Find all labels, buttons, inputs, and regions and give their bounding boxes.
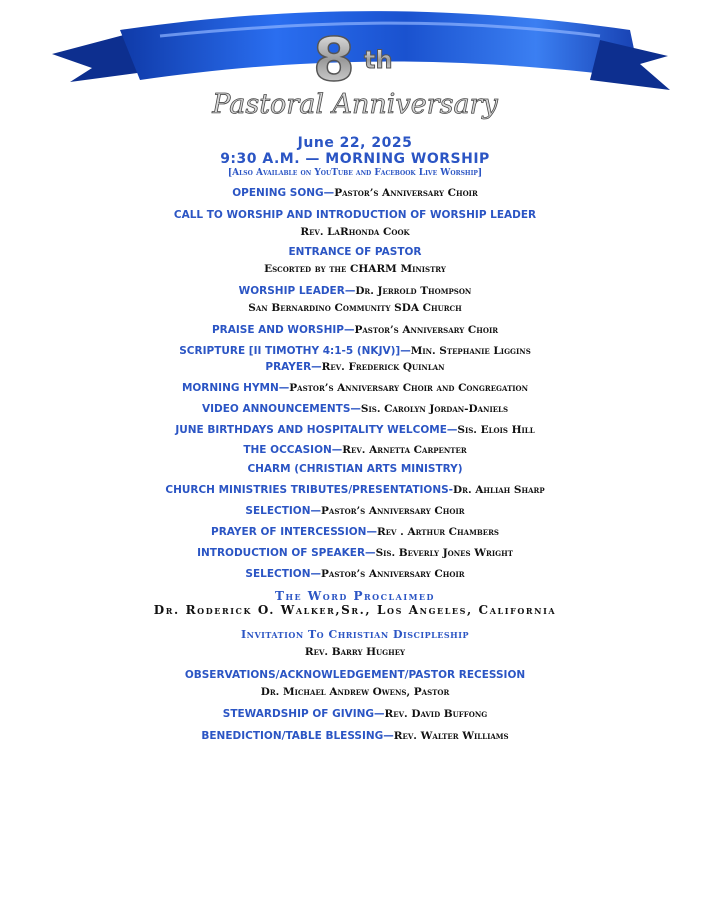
closing-label: OBSERVATIONS/ACKNOWLEDGEMENT/PASTOR RECESSION xyxy=(184,669,526,681)
program-label: SELECTION— xyxy=(245,568,321,580)
program-item xyxy=(0,484,710,497)
program-label: CHARM (CHRISTIAN ARTS MINISTRY) xyxy=(247,463,463,475)
program-line xyxy=(0,324,710,337)
closing-line xyxy=(0,708,710,721)
service-date: June 22, 2025 xyxy=(297,135,413,151)
program-detail: Pastor’s Anniversary Choir xyxy=(354,324,499,336)
program-label: THE OCCASION— xyxy=(243,444,343,456)
program-label: ENTRANCE OF PASTOR xyxy=(288,246,422,258)
program-label: INTRODUCTION OF SPEAKER— xyxy=(197,547,376,559)
program-line xyxy=(0,526,710,539)
program-line xyxy=(0,424,710,437)
program-detail: Min. Stephanie Liggins xyxy=(410,345,531,357)
ribbon-right-tail xyxy=(590,40,670,90)
program-line xyxy=(0,209,710,222)
program-label: PRAISE AND WORSHIP— xyxy=(211,324,355,336)
program-item xyxy=(0,324,710,337)
program-line xyxy=(0,403,710,416)
closing-label: BENEDICTION/TABLE BLESSING— xyxy=(201,730,394,742)
program-detail: Rev. Frederick Quinlan xyxy=(321,361,445,373)
program-item xyxy=(0,547,710,560)
closing-sub: Dr. Michael Andrew Owens, Pastor xyxy=(260,686,450,698)
program-line xyxy=(0,187,710,200)
program-item xyxy=(0,505,710,518)
closing-item xyxy=(0,708,710,721)
program-item xyxy=(0,424,710,437)
closing-item xyxy=(0,730,710,743)
service-time: 9:30 A.M. — MORNING WORSHIP xyxy=(220,151,490,167)
program-label: WORSHIP LEADER— xyxy=(238,285,356,297)
program-item xyxy=(0,403,710,416)
program-detail: Dr. Ahliah Sharp xyxy=(453,484,545,496)
program-detail: Pastor’s Anniversary Choir xyxy=(334,187,478,199)
program-detail: Sis. Beverly Jones Wright xyxy=(375,547,513,559)
anniversary-banner xyxy=(0,0,710,130)
closing-label: STEWARDSHIP OF GIVING— xyxy=(222,708,385,720)
program-sub: San Bernardino Community SDA Church xyxy=(248,302,462,314)
program-label: SCRIPTURE [II TIMOTHY 4:1-5 (NKJV)]— xyxy=(179,345,411,357)
program-sub: Rev. LaRhonda Cook xyxy=(300,226,410,238)
program-line xyxy=(0,285,710,298)
program-line xyxy=(0,463,710,476)
program-label: JUNE BIRTHDAYS AND HOSPITALITY WELCOME— xyxy=(175,424,458,436)
program-label: OPENING SONG— xyxy=(232,187,335,199)
program-label: PRAYER— xyxy=(265,361,322,373)
closing-line xyxy=(0,669,710,682)
program-label: CALL TO WORSHIP AND INTRODUCTION OF WORSHIP LEADER xyxy=(173,209,537,221)
closing-items xyxy=(0,669,710,743)
closing-item xyxy=(0,669,710,699)
program-line xyxy=(0,547,710,560)
invitation-leader: Rev. Barry Hughey xyxy=(304,646,406,658)
program-label: MORNING HYMN— xyxy=(181,382,290,394)
program-line xyxy=(0,444,710,457)
program-detail: Pastor’s Anniversary Choir xyxy=(321,568,465,580)
program-item xyxy=(0,246,710,276)
program-item xyxy=(0,526,710,539)
closing-detail: Rev. David Buffong xyxy=(384,708,488,720)
program-label: VIDEO ANNOUNCEMENTS— xyxy=(201,403,361,415)
program-detail: Sis. Elois Hill xyxy=(457,424,535,436)
availability-note: [Also Available on YouTube and Facebook Live Worship] xyxy=(227,168,483,178)
program-item xyxy=(0,361,710,374)
program-detail: Pastor’s Anniversary Choir xyxy=(321,505,465,517)
closing-detail: Rev. Walter Williams xyxy=(393,730,509,742)
anniversary-number: 8 xyxy=(313,25,355,95)
program-item xyxy=(0,209,710,239)
program-item xyxy=(0,345,710,358)
banner-title: Pastoral Anniversary xyxy=(212,89,498,120)
word-proclaimed-title: The Word Proclaimed xyxy=(275,589,435,603)
program-label: SELECTION— xyxy=(245,505,321,517)
program-item xyxy=(0,463,710,476)
anniversary-suffix: th xyxy=(364,46,393,74)
program-item xyxy=(0,382,710,395)
program-item xyxy=(0,444,710,457)
program-line xyxy=(0,382,710,395)
worship-program xyxy=(0,136,710,743)
program-line xyxy=(0,361,710,374)
program-sub: Escorted by the CHARM Ministry xyxy=(264,263,446,275)
program-detail: Sis. Carolyn Jordan-Daniels xyxy=(360,403,509,415)
program-detail: Dr. Jerrold Thompson xyxy=(355,285,472,297)
program-line xyxy=(0,246,710,259)
speaker-name: Dr. Roderick O. Walker,Sr., Los Angeles, California xyxy=(153,603,557,617)
program-label: CHURCH MINISTRIES TRIBUTES/PRESENTATIONS- xyxy=(165,484,454,496)
program-line xyxy=(0,568,710,581)
program-detail: Rev . Arthur Chambers xyxy=(376,526,499,538)
program-line xyxy=(0,484,710,497)
program-detail: Pastor’s Anniversary Choir and Congregation xyxy=(289,382,529,394)
closing-line xyxy=(0,730,710,743)
program-line xyxy=(0,345,710,358)
program-item xyxy=(0,187,710,200)
program-item xyxy=(0,285,710,315)
program-item xyxy=(0,568,710,581)
program-items xyxy=(0,187,710,581)
invitation-title: Invitation To Christian Discipleship xyxy=(240,628,469,641)
program-label: PRAYER OF INTERCESSION— xyxy=(211,526,377,538)
program-detail: Rev. Arnetta Carpenter xyxy=(342,444,467,456)
program-line xyxy=(0,505,710,518)
